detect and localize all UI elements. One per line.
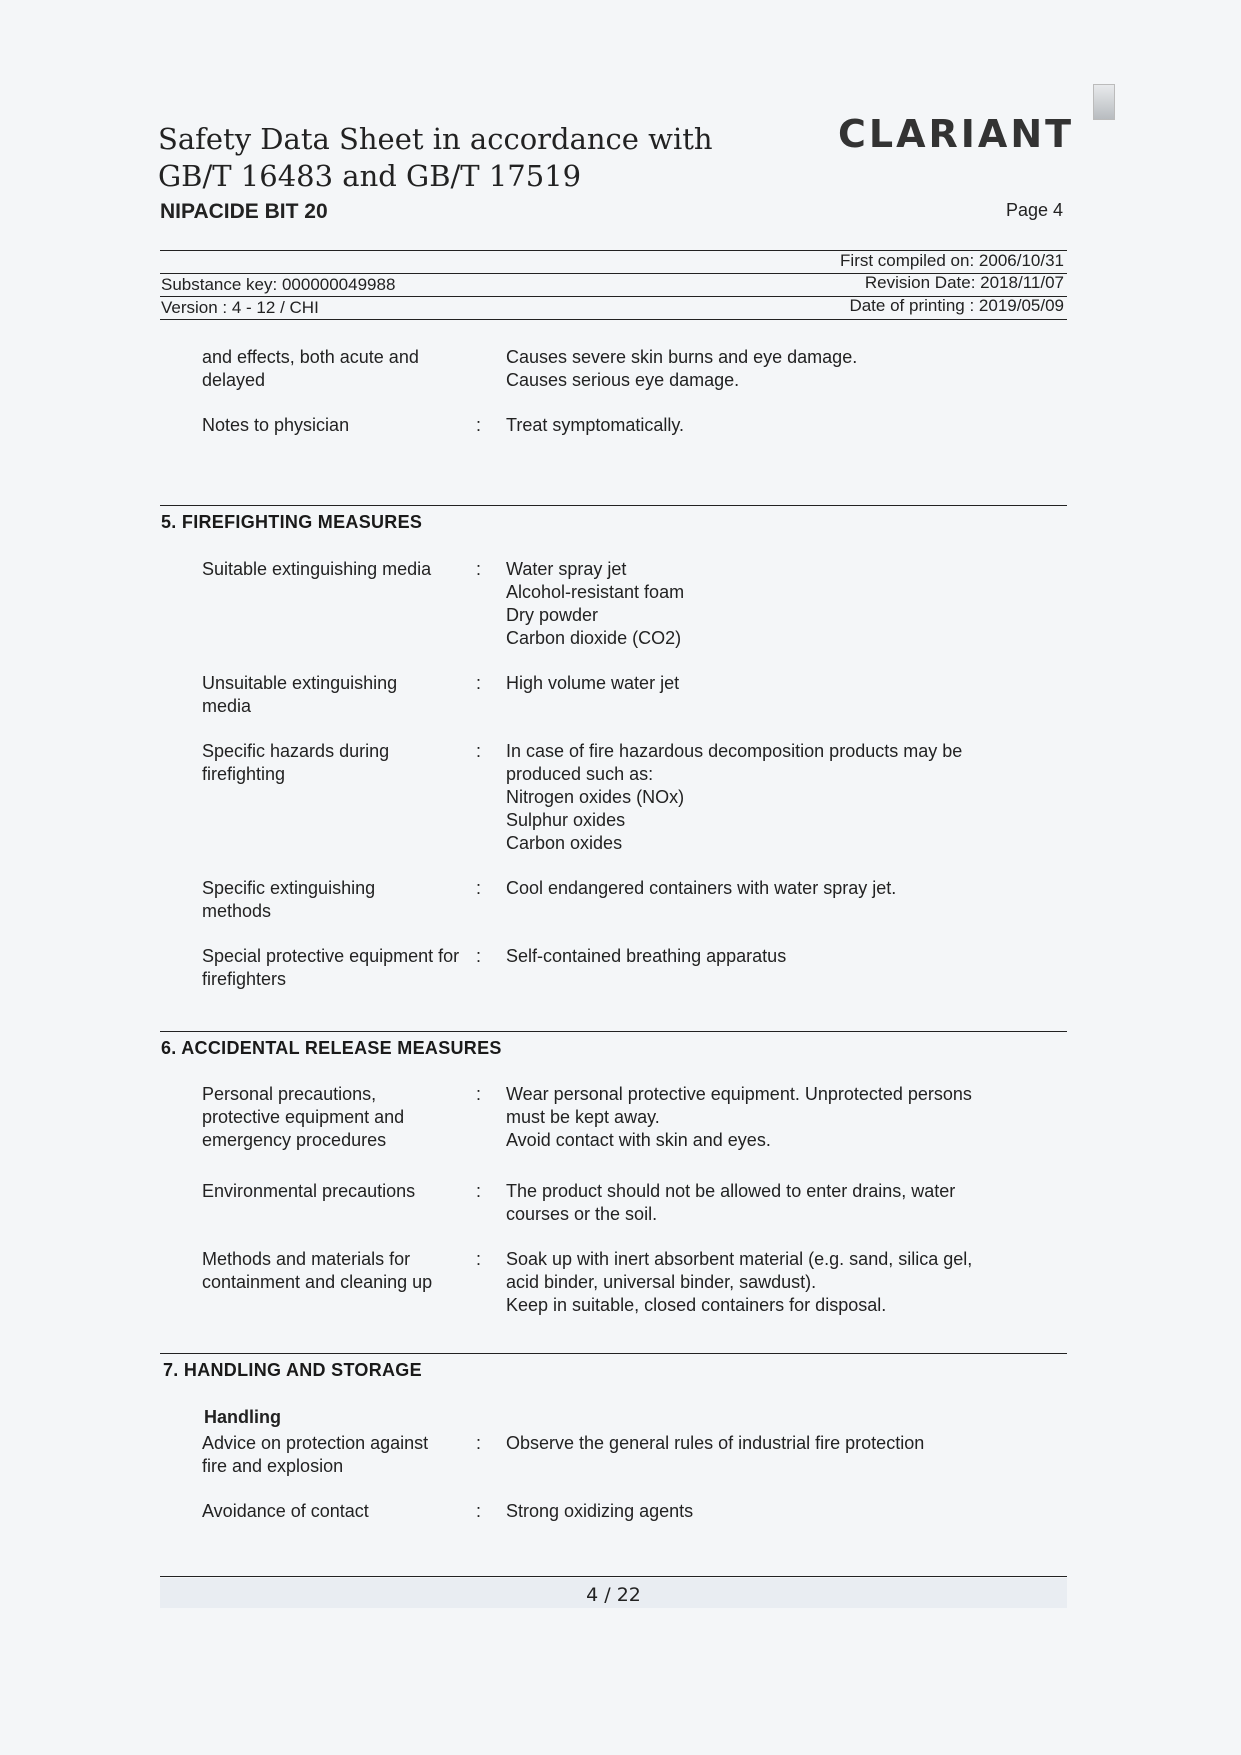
row-value (506, 558, 1066, 650)
section-divider (160, 1031, 1067, 1032)
row-colon: : (476, 741, 482, 761)
substance-key: Substance key: 000000049988 (161, 275, 396, 294)
row-label: Advice on protection against fire and explosion (202, 1433, 429, 1476)
row-label: Environmental precautions (202, 1181, 416, 1201)
page-number: 4 / 22 (586, 1584, 641, 1606)
document-title-line2: GB/T 16483 and GB/T 17519 (158, 159, 582, 193)
row-label: Notes to physician (202, 415, 350, 435)
row-colon: : (476, 1181, 482, 1201)
row-colon: : (476, 1501, 482, 1521)
subsection-heading: Handling (204, 1407, 281, 1427)
row-colon: : (476, 1249, 482, 1269)
first-compiled: First compiled on: 2006/10/31 (840, 251, 1064, 270)
row-value (506, 414, 1066, 437)
row-label: Methods and materials for containment and cleaning up (202, 1249, 433, 1292)
date-of-printing: Date of printing : 2019/05/09 (849, 296, 1064, 315)
row-colon: : (476, 673, 482, 693)
row-value (506, 1083, 1066, 1152)
value-line: Wear personal protective equipment. Unprotected persons (506, 1084, 972, 1104)
version: Version : 4 - 12 / CHI (161, 298, 319, 317)
value-line: Keep in suitable, closed containers for disposal. (506, 1295, 887, 1315)
value-line: must be kept away. (506, 1107, 660, 1127)
row-value (506, 1432, 1066, 1455)
meta-divider-3 (160, 319, 1067, 320)
row-value (506, 945, 1066, 968)
section-title: 6. ACCIDENTAL RELEASE MEASURES (161, 1038, 502, 1058)
section-divider (160, 505, 1067, 506)
value-line: Carbon dioxide (CO2) (506, 628, 682, 648)
row-label: Specific hazards during firefighting (202, 741, 390, 784)
section-divider (160, 1353, 1067, 1354)
section-title: 5. FIREFIGHTING MEASURES (161, 512, 423, 532)
value-line: Sulphur oxides (506, 810, 626, 830)
row-label: Personal precautions, protective equipment and emergency procedures (202, 1084, 405, 1150)
value-line: Self-contained breathing apparatus (506, 946, 787, 966)
value-line: In case of fire hazardous decomposition products may be (506, 741, 963, 761)
product-name: NIPACIDE BIT 20 (160, 200, 328, 223)
company-logo: CLARIANT (838, 112, 1075, 156)
section-title: 7. HANDLING AND STORAGE (163, 1360, 422, 1380)
row-colon: : (476, 878, 482, 898)
document-title-line1: Safety Data Sheet in accordance with (158, 122, 713, 156)
value-line: Carbon oxides (506, 833, 623, 853)
page-label: Page 4 (1006, 200, 1064, 220)
value-line: Treat symptomatically. (506, 415, 685, 435)
row-colon: : (476, 415, 482, 435)
value-line: Strong oxidizing agents (506, 1501, 694, 1521)
value-line: produced such as: (506, 764, 654, 784)
value-line: Water spray jet (506, 559, 627, 579)
revision-date: Revision Date: 2018/11/07 (864, 273, 1064, 292)
row-value (506, 672, 1066, 695)
row-value (506, 1180, 1066, 1226)
row-value (506, 1500, 1066, 1523)
row-label: Unsuitable extinguishing media (202, 673, 398, 716)
row-value (506, 740, 1066, 855)
row-colon: : (476, 1433, 482, 1453)
value-line: High volume water jet (506, 673, 680, 693)
row-value (506, 1248, 1066, 1317)
value-line: Causes severe skin burns and eye damage. (506, 347, 858, 367)
row-colon: : (476, 1084, 482, 1104)
value-line: acid binder, universal binder, sawdust). (506, 1272, 817, 1292)
row-label: Avoidance of contact (202, 1501, 369, 1521)
row-colon: : (476, 559, 482, 579)
footer-divider (160, 1576, 1067, 1577)
logo-mark-icon (1093, 84, 1115, 120)
value-line: Observe the general rules of industrial fire protection (506, 1433, 925, 1453)
row-label: and effects, both acute and delayed (202, 347, 419, 390)
row-label: Suitable extinguishing media (202, 559, 432, 579)
value-line: Causes serious eye damage. (506, 370, 740, 390)
value-line: Nitrogen oxides (NOx) (506, 787, 685, 807)
value-line: courses or the soil. (506, 1204, 658, 1224)
value-line: Cool endangered containers with water spray jet. (506, 878, 897, 898)
value-line: The product should not be allowed to enter drains, water (506, 1181, 956, 1201)
row-value (506, 346, 1066, 392)
value-line: Soak up with inert absorbent material (e.g. sand, silica gel, (506, 1249, 973, 1269)
row-label: Specific extinguishing methods (202, 878, 376, 921)
value-line: Dry powder (506, 605, 599, 625)
value-line: Alcohol-resistant foam (506, 582, 685, 602)
value-line: Avoid contact with skin and eyes. (506, 1130, 771, 1150)
row-value (506, 877, 1066, 900)
row-colon: : (476, 946, 482, 966)
row-label: Special protective equipment for firefighters (202, 946, 460, 989)
